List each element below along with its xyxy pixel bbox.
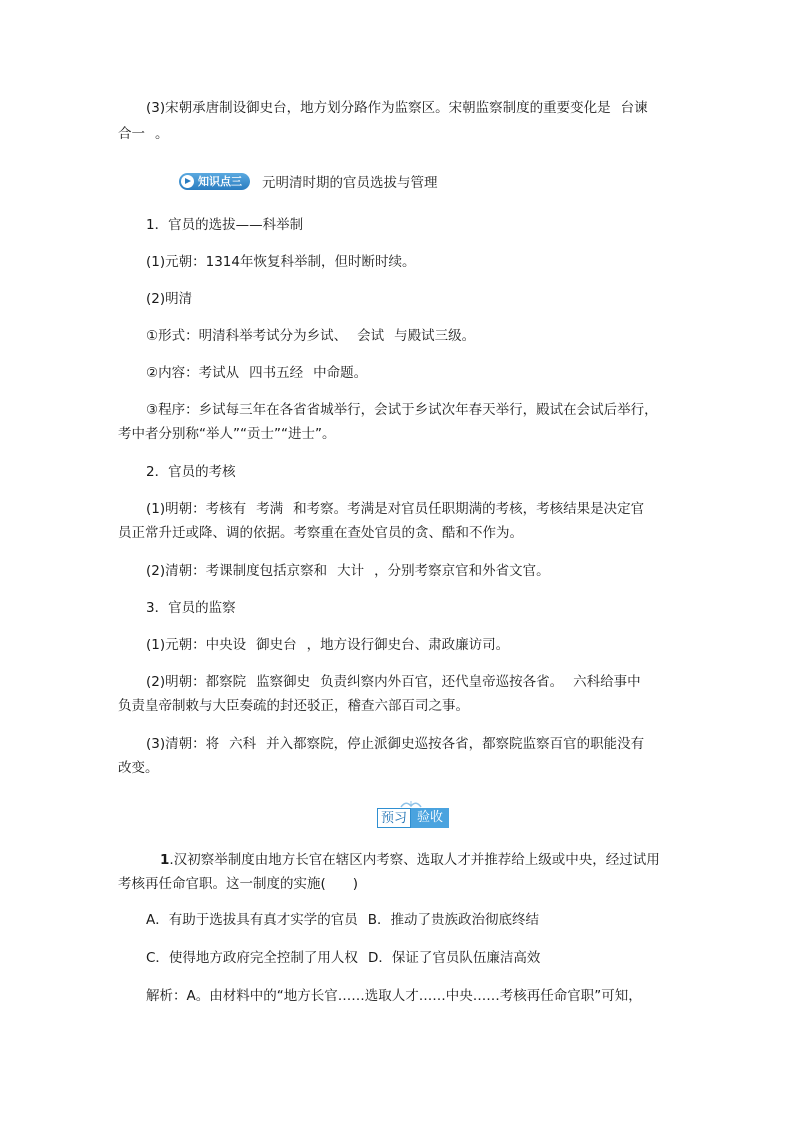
paragraph-ming-supervision-a: (2)明朝：都察院 监察御史 负责纠察内外百官，还代皇帝巡按各省。 六科给事中 <box>146 674 641 690</box>
option-row-ab <box>146 910 539 930</box>
paragraph-qing-supervision-b: 改变。 <box>118 760 159 776</box>
paragraph-yuan-supervision: (1)元朝：中央设 御史台 ，地方设行御史台、肃政廉访司。 <box>146 637 510 653</box>
heading-supervision: 3．官员的监察 <box>146 600 236 616</box>
review-label-check: 验收 <box>411 808 449 828</box>
paragraph-procedure-a: ③程序：乡试每三年在各省省城举行，会试于乡试次年春天举行，殿试在会试后举行， <box>146 402 658 418</box>
paragraph-procedure-b: 考中者分别称“举人”“贡士”“进士”。 <box>118 426 336 442</box>
blank-answer: 会试 <box>357 328 385 344</box>
knowledge-point-title: 元明清时期的官员选拔与管理 <box>262 175 438 191</box>
blank-answer: 六科 <box>229 736 257 752</box>
paragraph-qing-supervision-a: (3)清朝：将 六科 并入都察院，停止派御史巡按各省，都察院监察百官的职能没有 <box>146 736 645 752</box>
question-stem-b: 考核再任命官职。这一制度的实施( ) <box>118 876 359 892</box>
paragraph-yuan-exam: (1)元朝：1314年恢复科举制，但时断时续。 <box>146 254 416 270</box>
paragraph-form: ①形式：明清科举考试分为乡试、 会试 与殿试三级。 <box>146 328 476 344</box>
option-d: D．保证了官员队伍廉洁高效 <box>367 950 541 966</box>
play-icon <box>181 175 194 188</box>
paragraph-ming-assessment-b: 员正常升迁或降、调的依据。考察重在查处官员的贪、酷和不作为。 <box>118 525 523 541</box>
blank-answer: 监察御史 <box>256 674 311 690</box>
knowledge-point-badge: 知识点三 <box>179 173 250 190</box>
paragraph-content: ②内容：考试从 四书五经 中命题。 <box>146 365 368 381</box>
analysis-text: 解析：A。由材料中的“地方长官……选取人才……中央……考核再任命官职”可知， <box>146 988 642 1004</box>
paragraph-ming-supervision-b: 负责皇帝制敕与大臣奏疏的封还驳正，稽查六部百司之事。 <box>118 698 469 714</box>
question-stem-a: 1.汉初察举制度由地方长官在辖区内考察、选取人才并推荐给上级或中央，经过试用 <box>160 852 660 868</box>
blank-answer: 台谏 <box>620 100 648 116</box>
book-icon <box>399 798 423 808</box>
review-label-preview: 预习 <box>377 808 411 828</box>
blank-answer: 考满 <box>256 501 284 517</box>
paragraph-song-a: (3)宋朝承唐制设御史台，地方划分路作为监察区。宋朝监察制度的重要变化是 台谏 <box>146 100 648 116</box>
question-number: 1 <box>160 852 170 868</box>
option-c: C．使得地方政府完全控制了用人权 <box>146 950 358 966</box>
blank-answer: 四书五经 <box>249 365 304 381</box>
preview-review-banner <box>377 806 449 828</box>
heading-selection: 1．官员的选拔——科举制 <box>146 217 304 233</box>
knowledge-point-header <box>179 171 438 191</box>
option-b: B．推动了贵族政治彻底终结 <box>367 912 540 928</box>
paragraph-song-b: 合一 。 <box>118 126 169 142</box>
paragraph-ming-assessment-a: (1)明朝：考核有 考满 和考察。考满是对官员任职期满的考核，考核结果是决定官 <box>146 501 645 517</box>
blank-answer: 六科给事中 <box>573 674 641 690</box>
option-row-cd <box>146 948 540 968</box>
blank-answer: 大计 <box>337 563 365 579</box>
paragraph-ming-qing: (2)明清 <box>146 291 193 307</box>
option-a: A．有助于选拔具有真才实学的官员 <box>146 912 358 928</box>
heading-assessment: 2．官员的考核 <box>146 464 236 480</box>
blank-answer: 御史台 <box>256 637 297 653</box>
paragraph-qing-assessment: (2)清朝：考课制度包括京察和 大计 ，分别考察京官和外省文官。 <box>146 563 550 579</box>
